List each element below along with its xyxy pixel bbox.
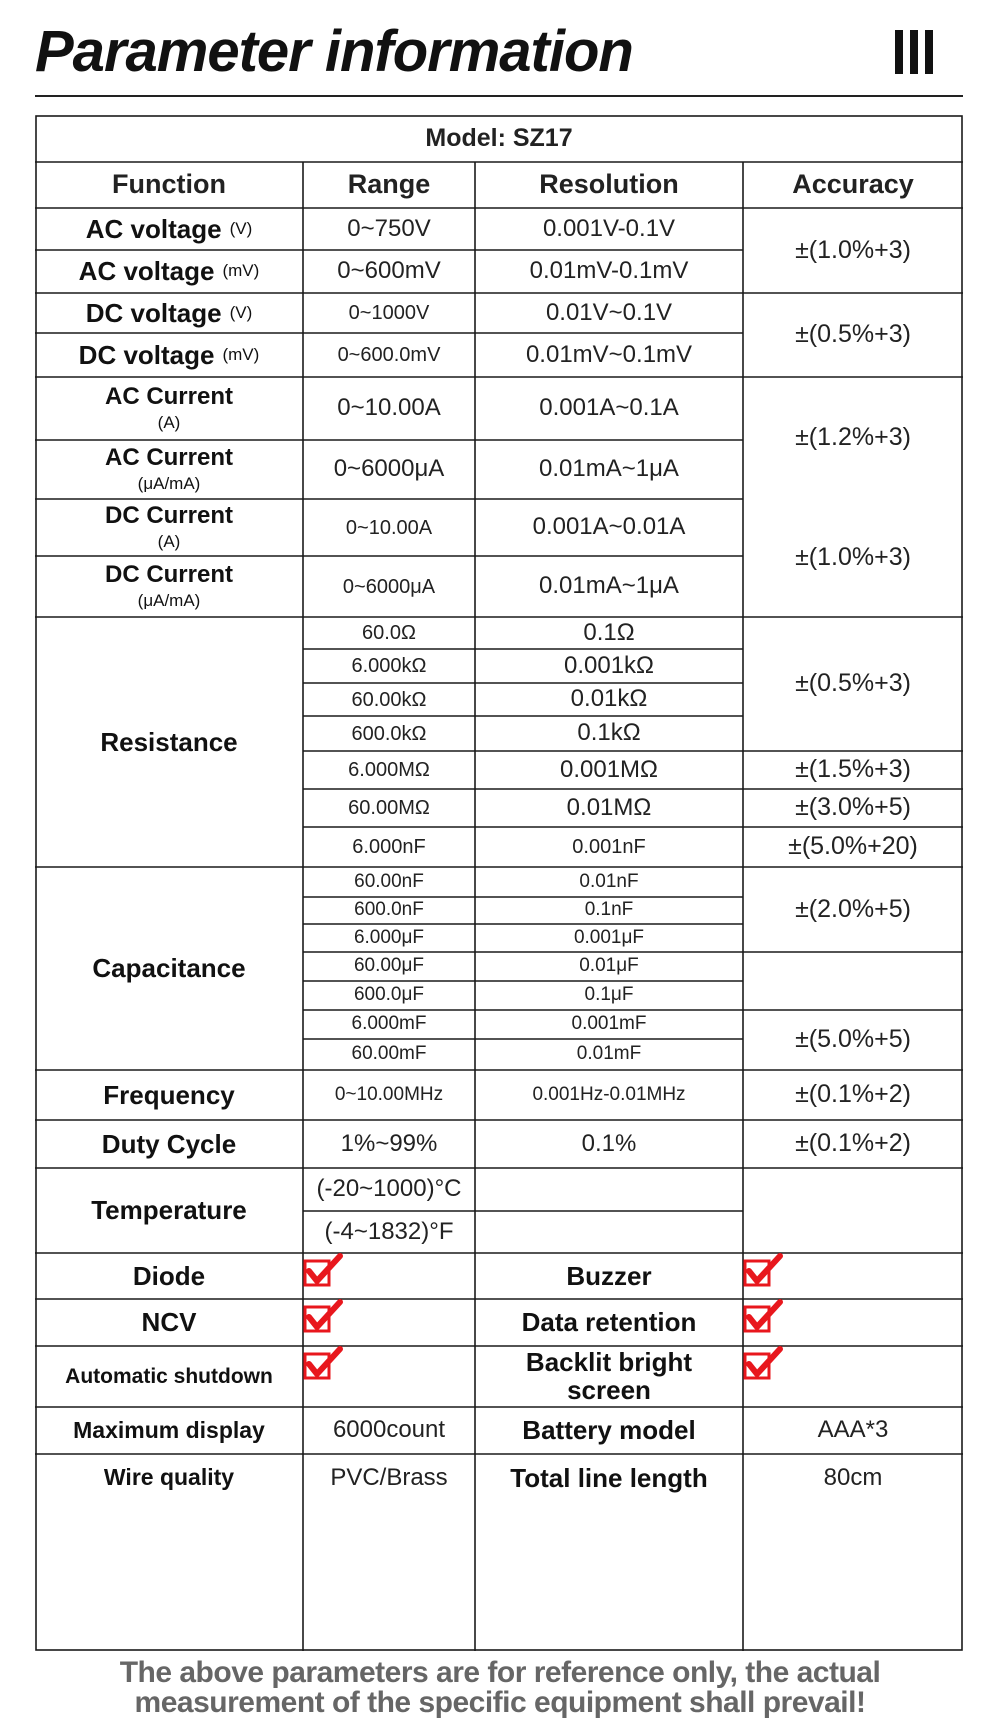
dc-voltage-v-resolution: 0.01V~0.1V — [545, 298, 673, 326]
max-display-label: Maximum display — [73, 1416, 265, 1443]
temperature-range-fahrenheit: (-4~1832)°F — [324, 1217, 454, 1245]
capacitance-range: 60.00mF — [351, 1043, 427, 1065]
duty-cycle-accuracy: ±(0.1%+2) — [795, 1129, 911, 1158]
header-range: Range — [347, 169, 431, 200]
resistance-resolution: 0.01kΩ — [570, 685, 648, 713]
checkmark-icon — [743, 1299, 963, 1346]
disclaimer-line-1: The above parameters are for reference only, the actual — [119, 1656, 881, 1689]
line-length-value: 80cm — [823, 1463, 883, 1491]
temperature-range-celsius: (-20~1000)°C — [316, 1175, 462, 1203]
resistance-resolution: 0.001kΩ — [564, 651, 654, 679]
resistance-accuracy: ±(1.5%+3) — [795, 755, 911, 784]
ac-voltage-mv-resolution: 0.01mV-0.1mV — [529, 257, 689, 285]
unit-label: (mV) — [222, 344, 260, 364]
dc-voltage-mv-resolution: 0.01mV~0.1mV — [525, 340, 693, 368]
battery-model-label: Battery model — [522, 1415, 696, 1446]
data-retention-label: Data retention — [521, 1307, 697, 1338]
ac-current-a-label — [35, 377, 303, 440]
capacitance-resolution: 0.1μF — [584, 984, 634, 1006]
capacitance-resolution: 0.001mF — [571, 1013, 647, 1035]
frequency-resolution: 0.001Hz-0.01MHz — [532, 1083, 686, 1105]
header-function: Function — [112, 169, 226, 200]
function-name: DC voltage — [85, 297, 222, 328]
max-display-value: 6000count — [332, 1416, 446, 1444]
dc-current-a-label — [35, 499, 303, 556]
unit-label: (mV) — [222, 261, 260, 281]
resistance-accuracy: ±(5.0%+20) — [788, 832, 918, 861]
dc-current-ua-resolution: 0.01mA~1μA — [539, 572, 679, 600]
capacitance-range: 6.000mF — [351, 1013, 427, 1035]
resistance-resolution: 0.001MΩ — [560, 755, 658, 783]
parameter-table — [35, 115, 963, 1651]
resistance-accuracy: ±(3.0%+5) — [795, 793, 911, 822]
capacitance-resolution: 0.01nF — [579, 870, 639, 892]
unit-label: (V) — [229, 218, 253, 238]
resistance-range: 60.0Ω — [362, 622, 416, 644]
resistance-range: 6.000nF — [352, 836, 426, 858]
ac-current-ua-label — [35, 440, 303, 499]
function-name: AC voltage — [85, 213, 222, 244]
resistance-range: 6.000kΩ — [351, 655, 427, 677]
capacitance-range: 6.000μF — [353, 926, 425, 948]
capacitance-accuracy: ±(5.0%+5) — [795, 1025, 911, 1054]
checkmark-icon — [303, 1253, 475, 1299]
frequency-range: 0~10.00MHz — [334, 1083, 444, 1105]
function-name: AC Current — [104, 443, 233, 471]
ac-voltage-v-range: 0~750V — [347, 214, 431, 242]
dc-voltage-mv-range: 0~600.0mV — [337, 344, 441, 366]
capacitance-range: 60.00μF — [353, 955, 425, 977]
title-divider — [35, 95, 963, 97]
resistance-range: 6.000MΩ — [348, 759, 430, 781]
function-name: AC Current — [104, 382, 233, 410]
dc-voltage-mv-label — [35, 333, 303, 377]
ac-voltage-accuracy: ±(1.0%+3) — [795, 235, 911, 264]
ac-voltage-mv-range: 0~600mV — [337, 257, 441, 285]
function-name: DC Current — [104, 501, 233, 529]
dc-voltage-v-range: 0~1000V — [348, 302, 430, 324]
wire-quality-label: Wire quality — [103, 1464, 235, 1491]
unit-label: (V) — [229, 302, 253, 322]
checkmark-icon — [743, 1253, 963, 1299]
checkmark-icon — [303, 1299, 475, 1346]
diode-label: Diode — [132, 1260, 206, 1291]
function-name: DC voltage — [78, 339, 215, 370]
resistance-accuracy: ±(0.5%+3) — [795, 669, 911, 698]
ac-current-ua-range: 0~6000μA — [333, 455, 445, 483]
header-resolution: Resolution — [539, 169, 679, 200]
resistance-range: 600.0kΩ — [351, 722, 427, 745]
disclaimer-line-2: measurement of the specific equipment shall prevail! — [134, 1686, 866, 1719]
duty-cycle-range: 1%~99% — [340, 1129, 438, 1157]
frequency-accuracy: ±(0.1%+2) — [795, 1080, 911, 1109]
ac-current-accuracy: ±(1.2%+3) — [795, 423, 911, 452]
unit-label: (μA/mA) — [137, 591, 201, 611]
buzzer-label: Buzzer — [566, 1260, 652, 1291]
ac-current-ua-resolution: 0.01mA~1μA — [539, 455, 679, 483]
capacitance-range: 600.0nF — [354, 899, 424, 921]
resistance-label: Resistance — [100, 726, 238, 757]
unit-label: (μA/mA) — [137, 474, 201, 494]
line-length-label: Total line length — [510, 1462, 708, 1493]
resistance-resolution: 0.1Ω — [583, 618, 635, 646]
ncv-label: NCV — [141, 1307, 197, 1338]
dc-current-a-range: 0~10.00A — [345, 516, 433, 539]
ac-current-a-resolution: 0.001A~0.1A — [539, 394, 679, 422]
ac-voltage-mv-label — [35, 250, 303, 293]
ac-voltage-v-resolution: 0.001V-0.1V — [542, 214, 676, 242]
ac-voltage-v-label — [35, 208, 303, 250]
resistance-resolution: 0.01MΩ — [566, 793, 652, 821]
ac-current-a-range: 0~10.00A — [337, 394, 441, 422]
backlit-screen-label: Backlit bright screen — [525, 1347, 693, 1405]
function-name: DC Current — [104, 560, 233, 588]
page-title: Parameter information — [35, 19, 633, 84]
unit-label: (A) — [157, 413, 181, 433]
dc-voltage-accuracy: ±(0.5%+3) — [795, 320, 911, 349]
resistance-range: 60.00MΩ — [348, 797, 430, 819]
duty-cycle-label: Duty Cycle — [101, 1128, 237, 1159]
wire-quality-value: PVC/Brass — [330, 1463, 448, 1491]
duty-cycle-resolution: 0.1% — [581, 1129, 637, 1157]
resistance-resolution: 0.1kΩ — [577, 719, 641, 747]
dc-current-accuracy: ±(1.0%+3) — [795, 543, 911, 572]
capacitance-range: 60.00nF — [354, 870, 424, 892]
header-accuracy: Accuracy — [792, 169, 914, 200]
dc-current-ua-label — [35, 556, 303, 617]
capacitance-accuracy: ±(2.0%+5) — [795, 894, 911, 923]
capacitance-range: 600.0μF — [353, 984, 425, 1006]
checkmark-icon — [743, 1346, 963, 1407]
unit-label: (A) — [157, 532, 181, 552]
battery-model-value: AAA*3 — [817, 1416, 889, 1444]
checkmark-icon — [303, 1346, 475, 1407]
dc-voltage-v-label — [35, 293, 303, 333]
dc-current-ua-range: 0~6000μA — [342, 575, 436, 598]
resistance-range: 60.00kΩ — [351, 688, 427, 711]
auto-shutdown-label: Automatic shutdown — [65, 1364, 273, 1388]
model-label: Model: SZ17 — [425, 123, 573, 152]
function-name: AC voltage — [78, 256, 215, 287]
capacitance-resolution: 0.001μF — [573, 926, 645, 948]
capacitance-label: Capacitance — [92, 953, 246, 984]
capacitance-resolution: 0.1nF — [584, 899, 634, 921]
capacitance-resolution: 0.01mF — [576, 1043, 642, 1065]
triple-bar-icon — [895, 30, 935, 74]
temperature-label: Temperature — [91, 1195, 247, 1226]
frequency-label: Frequency — [103, 1079, 235, 1110]
capacitance-resolution: 0.01μF — [579, 955, 639, 977]
resistance-resolution: 0.001nF — [572, 836, 646, 858]
dc-current-a-resolution: 0.001A~0.01A — [532, 513, 686, 541]
